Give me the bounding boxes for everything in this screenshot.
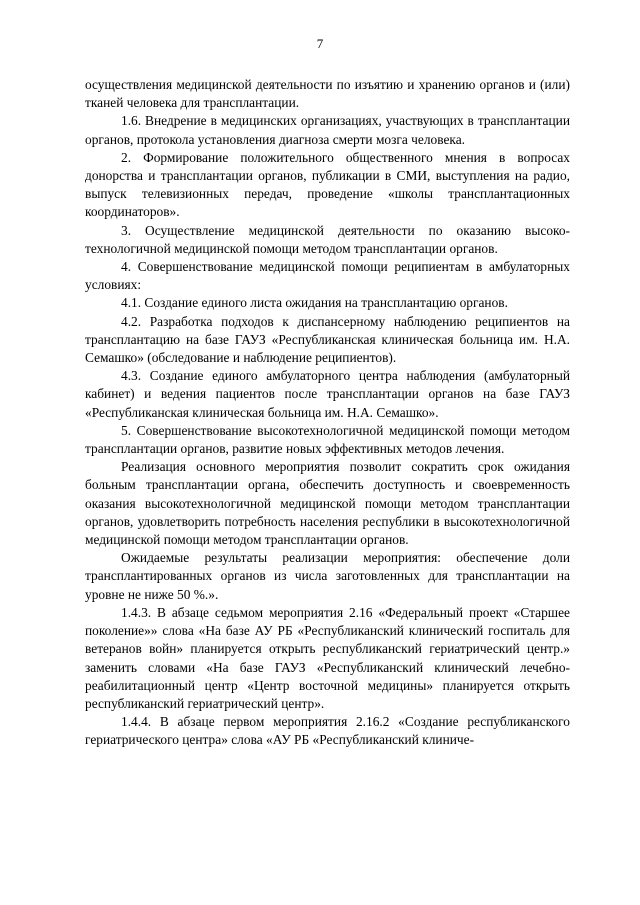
page-number: 7 <box>316 36 324 51</box>
paragraph-1-6: 1.6. Внедрение в медицинских организациях, участвующих в трансплантации органов, протокола установления диагноза смерти мозга человека. <box>85 113 570 147</box>
paragraph-continuation: осуществления медицинской деятельности по изъятию и хранению органов и (или) тканей человека для трансплантации. <box>85 77 570 111</box>
paragraph-3: 3. Осуществление медицинской деятельности по оказанию высокотехнологичной медицинской помощи методом трансплантации органов. <box>85 222 570 256</box>
paragraph-implementation: Реализация основного мероприятия позволит сократить срок ожидания больным трансплантации органа, обеспечить доступность и своевременность оказания высокотехнологичной медицинской помощи методом трансплантации органов, удовлетворить потребность населения республики в высокотехнологичной медицинской помощи методом трансплантации органов. <box>85 459 570 548</box>
paragraph-5: 5. Совершенствование высокотехнологичной медицинской помощи методом трансплантации органов, развитие новых эффективных методов лечения. <box>85 422 570 457</box>
paragraph-expected-results: Ожидаемые результаты реализации мероприятия: обеспечение доли трансплантированных органов из числа заготовленных для трансплантации на уровне не ниже 50 %.». <box>85 550 570 602</box>
paragraph-2: 2. Формирование положительного общественного мнения в вопросах донорства и трансплантации органов, публикации в СМИ, выступления на радио, выпуск телевизионных передач, проведение «школы трансплантационных координаторов». <box>85 149 570 220</box>
paragraph-1-4-3: 1.4.3. В абзаце седьмом мероприятия 2.16 «Федеральный проект «Старшее поколение»» слова «На базе АУ РБ «Республиканский клинический госпиталь для ветеранов войн» планируется открыть республиканский гериатрический центр.» заменить словами «На базе ГАУЗ «Республиканский клинический лечебно-реабилитационный центр «Центр восточной медицины» планируется открыть республиканский гериатрический центр». <box>85 604 570 711</box>
document-body <box>85 76 570 750</box>
paragraph-4-2: 4.2. Разработка подходов к диспансерному наблюдению реципиентов на трансплантацию на базе ГАУЗ «Республиканская клиническая больница им. Н.А. Семашко» (обследование и наблюдение реципиентов). <box>85 313 570 366</box>
paragraph-1-4-4: 1.4.4. В абзаце первом мероприятия 2.16.2 «Создание республиканского гериатрического центра» слова «АУ РБ «Республиканский клиниче- <box>85 714 570 748</box>
paragraph-4-3: 4.3. Создание единого амбулаторного центра наблюдения (амбулаторный кабинет) и ведения пациентов после трансплантации органов на базе ГАУЗ «Республиканская клиническая больница им. Н.А. Семашко». <box>85 368 570 420</box>
paragraph-4: 4. Совершенствование медицинской помощи реципиентам в амбулаторных условиях: <box>85 259 570 293</box>
paragraph-4-1: 4.1. Создание единого листа ожидания на трансплантацию органов. <box>121 295 508 311</box>
